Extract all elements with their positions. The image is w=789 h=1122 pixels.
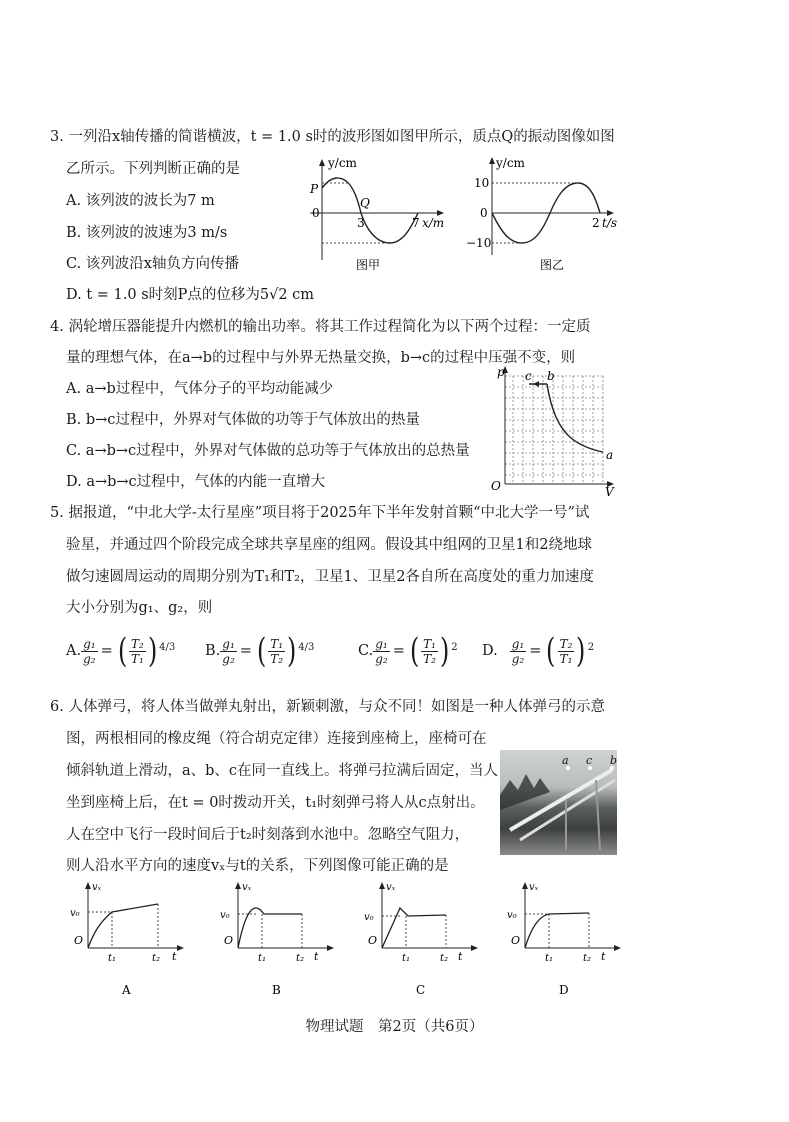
q4-option-c: C. a→b→c过程中，外界对气体做的总功等于气体放出的总热量 xyxy=(66,443,470,459)
svg-text:O: O xyxy=(368,934,378,947)
q3-option-c: C. 该列波沿x轴负方向传播 xyxy=(66,256,239,272)
svg-text:v₀: v₀ xyxy=(364,912,374,923)
q5-option-d-label: D. xyxy=(482,643,498,659)
q6-stem-line1: 6. 人体弹弓，将人体当做弹丸射出，新颖刺激，与众不同！如图是一种人体弹弓的示意 xyxy=(50,699,605,715)
q4-option-d: D. a→b→c过程中，气体的内能一直增大 xyxy=(66,474,326,490)
q6-graph-c xyxy=(362,878,482,998)
q5-option-b-label: B. xyxy=(205,643,221,659)
svg-text:t: t xyxy=(601,950,606,963)
svg-text:t₂: t₂ xyxy=(152,953,161,964)
q6-graph-a xyxy=(68,878,188,998)
q4-fig-b: b xyxy=(547,369,555,383)
q4-fig-c: c xyxy=(525,369,532,383)
photo-label-c: c xyxy=(586,754,593,767)
svg-text:v₀: v₀ xyxy=(507,910,517,921)
q4-pv-diagram xyxy=(485,362,620,497)
q6-graph-b xyxy=(218,878,338,998)
q3-figure-jia xyxy=(300,155,460,275)
q3-fig1-tick7: 7 xyxy=(412,216,420,230)
q3-figure-yi xyxy=(460,155,630,275)
q3-fig2-caption: 图乙 xyxy=(540,258,565,272)
q5-option-b: B. $\frac{\text{g₁}}{\text{g₂}}$ = ( $\frac{\text{T₁}}{\text{T₂}}$ ) 4/3 xyxy=(205,631,315,671)
q3-fig2-xlabel: t/s xyxy=(602,216,618,230)
q6-stem-line3: 倾斜轨道上滑动，a、b、c在同一直线上。将弹弓拉满后固定，当人 xyxy=(66,763,499,779)
page-footer: 物理试题 第2页（共6页） xyxy=(305,1019,484,1035)
svg-text:t: t xyxy=(458,950,463,963)
q6-graph-b-caption: B xyxy=(272,983,281,997)
q4-fig-v: V xyxy=(605,485,614,497)
q5-option-a: A. $\frac{\text{g₁}}{\text{g₂}}$ = ( $\frac{\text{T₂}}{\text{T₁}}$ ) 4/3 xyxy=(66,631,176,671)
q3-option-a: A. 该列波的波长为7 m xyxy=(66,193,215,209)
q4-stem-line1: 4. 涡轮增压器能提升内燃机的输出功率。将其工作过程简化为以下两个过程：一定质 xyxy=(50,319,591,335)
q3-fig1-ylabel: y/cm xyxy=(328,156,357,170)
photo-label-a: a xyxy=(562,754,569,767)
q3-option-d: D. t = 1.0 s时刻P点的位移为5√2 cm xyxy=(66,287,315,303)
human-slingshot-photo xyxy=(500,750,617,855)
q6-stem-line6: 则人沿水平方向的速度vₓ与t的关系，下列图像可能正确的是 xyxy=(66,858,449,874)
q3-fig2-yneg10: −10 xyxy=(466,236,492,250)
q3-fig1-caption: 图甲 xyxy=(356,258,381,272)
q5-option-d: D. $\frac{\text{g₁}}{\text{g₂}}$ = ( $\frac{\text{T₂}}{\text{T₁}}$ ) 2 xyxy=(482,631,595,671)
svg-text:t₂: t₂ xyxy=(583,953,592,964)
q3-fig2-ylabel: y/cm xyxy=(496,156,525,170)
q3-option-b: B. 该列波的波速为3 m/s xyxy=(66,225,228,241)
q5-stem-line2: 验星，并通过四个阶段完成全球共享星座的组网。假设其中组网的卫星1和2绕地球 xyxy=(66,537,592,553)
q6-graph-a-caption: A xyxy=(122,983,131,997)
svg-text:t₂: t₂ xyxy=(296,953,305,964)
q3-fig2-y10: 10 xyxy=(474,176,490,190)
photo-label-b: b xyxy=(610,754,617,767)
q4-option-a: A. a→b过程中，气体分子的平均动能减少 xyxy=(66,381,334,397)
svg-text:t₁: t₁ xyxy=(402,953,411,964)
q3-fig1-tick3: 3 xyxy=(357,216,365,230)
q5-option-c-label: C. xyxy=(358,643,374,659)
q3-stem-line1: 3. 一列沿x轴传播的简谐横波，t = 1.0 s时的波形图如图甲所示，质点Q的振动图像如图 xyxy=(50,129,615,145)
svg-text:t₁: t₁ xyxy=(258,953,267,964)
q3-stem-line2: 乙所示。下列判断正确的是 xyxy=(66,161,240,177)
svg-text:O: O xyxy=(224,934,234,947)
svg-text:vₓ: vₓ xyxy=(529,882,539,893)
svg-text:t₂: t₂ xyxy=(440,953,449,964)
q5-option-c: C. $\frac{\text{g₁}}{\text{g₂}}$ = ( $\frac{\text{T₁}}{\text{T₂}}$ ) 2 xyxy=(358,631,458,671)
q6-stem-line4: 坐到座椅上后，在t = 0时拨动开关，t₁时刻弹弓将人从c点射出。 xyxy=(66,795,485,811)
q5-stem-line1: 5. 据报道，“中北大学-太行星座”项目将于2025年下半年发射首颗“中北大学一号”试 xyxy=(50,505,590,521)
q6-graph-d xyxy=(505,878,625,998)
svg-text:v₀: v₀ xyxy=(70,908,80,919)
svg-text:t₁: t₁ xyxy=(545,953,554,964)
svg-text:vₓ: vₓ xyxy=(386,882,396,893)
svg-text:t₁: t₁ xyxy=(108,953,117,964)
svg-text:O: O xyxy=(511,934,521,947)
q4-fig-o: O xyxy=(491,479,501,493)
svg-text:t: t xyxy=(172,950,177,963)
q6-graph-c-caption: C xyxy=(416,983,426,997)
q3-fig1-q: Q xyxy=(360,196,370,210)
svg-text:v₀: v₀ xyxy=(220,910,230,921)
q5-stem-line3: 做匀速圆周运动的周期分别为T₁和T₂，卫星1、卫星2各自所在高度处的重力加速度 xyxy=(66,569,594,585)
q6-stem-line2: 图，两根相同的橡皮绳（符合胡克定律）连接到座椅上，座椅可在 xyxy=(66,731,487,747)
q5-stem-line4: 大小分别为g₁、g₂，则 xyxy=(66,600,213,616)
svg-text:vₓ: vₓ xyxy=(92,882,102,893)
q4-option-b: B. b→c过程中，外界对气体做的功等于气体放出的热量 xyxy=(66,412,420,428)
svg-text:vₓ: vₓ xyxy=(242,882,252,893)
q3-fig1-p: P xyxy=(310,182,319,196)
q3-fig2-origin: 0 xyxy=(480,206,488,220)
q3-fig1-xlabel: x/m xyxy=(422,216,445,230)
q3-fig2-t2: 2 xyxy=(592,216,600,230)
q4-stem-line2: 量的理想气体，在a→b的过程中与外界无热量交换，b→c的过程中压强不变，则 xyxy=(66,350,576,366)
svg-text:t: t xyxy=(314,950,319,963)
q4-fig-a: a xyxy=(606,448,614,462)
q3-fig1-origin: 0 xyxy=(312,206,320,220)
q4-fig-p: p xyxy=(497,365,505,379)
q5-option-a-label: A. xyxy=(66,643,82,659)
q6-graph-d-caption: D xyxy=(559,983,569,997)
svg-text:O: O xyxy=(74,934,84,947)
q6-stem-line5: 人在空中飞行一段时间后于t₂时刻落到水池中。忽略空气阻力， xyxy=(66,827,470,843)
